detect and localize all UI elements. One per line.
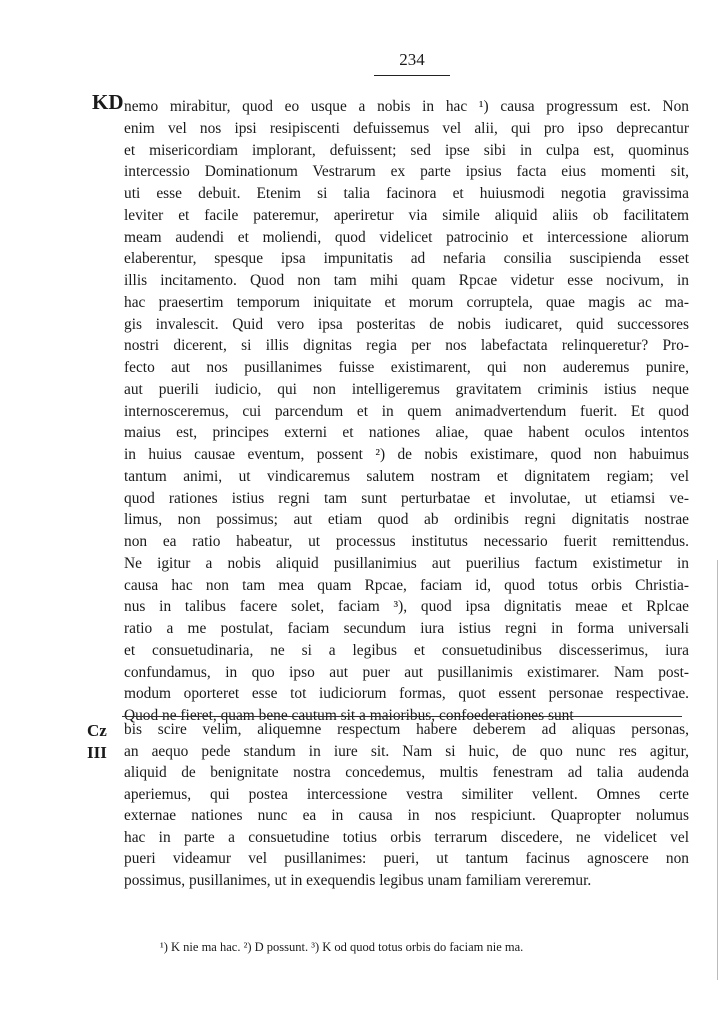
text-line: elaberentur, spesque ipsa impunitatis ad nefaria consilia suscipienda esset [124, 250, 689, 268]
siglum-iii: III [87, 742, 107, 762]
text-line: possimus, pusillanimes, ut in exequendis legibus unam familiam vereremur. [124, 871, 592, 889]
text-line: et misericordiam implorant, defuissent; sed ipse sibi in culpa est, quominus [124, 141, 689, 159]
text-line: aliquid de benignitate nostra concedemus, multis fenestram ad talia audenda [124, 764, 689, 781]
text-line: ratio a me postulat, faciam secundum iura istius regni in forma universali [124, 620, 689, 637]
text-line: intercessio Dominationum Vestrarum ex parte ipsius facta eius momenti sit, [124, 163, 689, 181]
section-divider [122, 716, 682, 717]
text-line: bis scire velim, aliquemne respectum habere deberem ad aliquas personas, [124, 721, 689, 738]
text-line: hac in parte a consuetudine totius orbis terrarum discedere, ne videlicet vel [124, 828, 689, 846]
manuscript-siglum-second [87, 720, 107, 763]
manuscript-siglum-main: KD [92, 90, 124, 114]
text-line: et consuetudinaria, ne si a legibus et consuetudinibus discesserimus, iura [124, 641, 689, 659]
footnotes: ¹) K nie ma hac. ²) D possunt. ³) K od quod totus orbis do faciam nie ma. [160, 940, 524, 954]
text-line: uti esse debuit. Etenim si talia facinora et huiusmodi negotia gravissima [124, 185, 689, 202]
text-line: gis invalescit. Quid vero ipsa posteritas de nobis iudicaret, quid successores [124, 315, 689, 333]
scan-edge-mark [717, 560, 718, 980]
text-line: nostri dicerent, si illis dignitas regia per nos labefactata relinqueretur? Pro- [124, 337, 689, 355]
text-line: externae nationes nunc ea in causa in nos respiciunt. Quapropter nolumus [124, 807, 689, 824]
text-line: tantum animi, ut vindicaremus salutem nostram et dignitatem regiam; vel [124, 467, 689, 485]
text-line: internosceremus, cui parcendum et in quem animadvertendum fuerit. Et quod [124, 402, 689, 420]
text-line: enim vel nos ipsi resipiscenti defuissemus vel alii, qui pro ipso deprecantur [124, 119, 689, 137]
text-line: leviter et facile pateremur, aperiretur via simile aliquid aliis ob facilitatem [124, 206, 689, 224]
text-line: hac praesertim temporum iniquitate et morum corruptela, quae magis ac ma- [124, 293, 689, 311]
text-line: modum oporteret esse tot iudiciorum formas, quot essent personae respectivae. [124, 685, 689, 703]
text-line: quod rationes istius regni tam sunt perturbatae et involutae, ut etiamsi ve- [124, 489, 689, 507]
text-line: Quod ne fieret, quam bene cautum sit a maioribus, confoederationes sunt [124, 707, 574, 724]
text-line: confundamus, in quo ipso aut puer aut pusillanimis existimarer. Nam post- [124, 663, 689, 681]
text-line: aperiemus, qui postea intercessione vestra similiter vellent. Omnes certe [124, 785, 689, 803]
text-line: pueri videamur vel pusillanimes: pueri, ut tantum facinus agnoscere non [124, 850, 689, 867]
page-number: 234 [399, 50, 425, 69]
text-line: aut puerili iudicio, qui non intelligeremus gravitatem criminis istius neque [124, 380, 689, 398]
text-line: Ne igitur a nobis aliquid pusillanimius aut puerilius factum existimetur in [124, 554, 689, 572]
text-line: nemo mirabitur, quod eo usque a nobis in hac ¹) causa progressum est. Non [124, 98, 689, 115]
text-line: meam audendi et moliendi, quod videlicet patrocinio et intercessione aliorum [124, 228, 689, 246]
text-line: in huius causae eventum, possent ²) de nobis existimare, quod non habuimus [124, 446, 689, 463]
text-line: illis incitamento. Quod non tam mihi quam Rpcae videtur esse nocivum, in [124, 272, 689, 289]
text-line: an aequo pede standum in iure sit. Nam si huic, de quo nunc res agitur, [124, 742, 689, 760]
page-number-rule [374, 75, 450, 76]
main-text-block [124, 96, 689, 727]
text-line: limus, non possimus; aut etiam quod ab ordinibis regni dignitatis nostrae [124, 511, 689, 529]
text-line: fecto aut nos pusillanimes fuisse existimarent, qui non auderemus punire, [124, 359, 689, 376]
text-line: causa hac non tam mea quam Rpcae, faciam id, quod totus orbis Christia- [124, 576, 689, 594]
siglum-cz: Cz [87, 721, 107, 740]
text-line: non ea ratio habeatur, ut processus institutus necessario fuerit remittendus. [124, 533, 689, 550]
text-line: nus in talibus facere solet, faciam ³), quod ipsa dignitatis meae et Rplcae [124, 598, 689, 616]
second-text-block [124, 719, 689, 891]
text-line: maius est, principes externi et nationes aliae, quae habent oculos intentos [124, 424, 689, 442]
